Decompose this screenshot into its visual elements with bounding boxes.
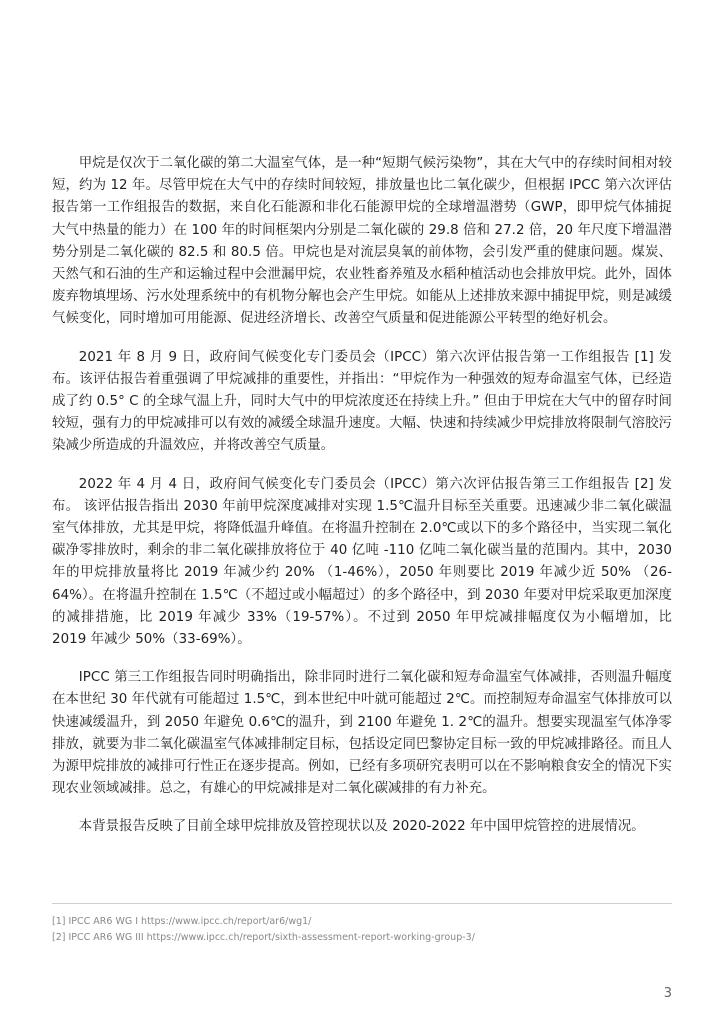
footnotes xyxy=(52,914,672,945)
paragraph-ipcc-wg1: 2021 年 8 月 9 日，政府间气候变化专门委员会（IPCC）第六次评估报告第一工作组报告 [1] 发布。该评估报告着重强调了甲烷减排的重要性，并指出：“甲烷作为一种强效的短寿命温室气体，已经造成了约 0.5° C 的全球气温上升，同时大气中的甲烷浓度还在持续上升。” 但由于甲烷在大气中的留存时间较短，强有力的甲烷减排可以有效的减缓全球温升速度。大幅、快速和持续减少甲烷排放将限制气溶胶污染减少所造成的升温效应，并将改善空气质量。 xyxy=(52,349,672,454)
paragraph-ipcc-wg3-conclusion: IPCC 第三工作组报告同时明确指出，除非同时进行二氧化碳和短寿命温室气体减排，否则温升幅度在本世纪 30 年代就有可能超过 1.5℃，到本世纪中叶就可能超过 2℃。而控制短寿命温室气体排放可以快速减缓温升，到 2050 年避免 0.6℃的温升，到 2100 年避免 1. 2℃的温升。想要实现温室气体净零排放，就要为非二氧化碳温室气体减排制定目标，包括设定同巴黎协定目标一致的甲烷减排路径。而且人为源甲烷排放的减排可行性正在逐步提高。例如，已经有多项研究表明可以在不影响粮食安全的情况下实现农业领域减排。总之，有雄心的甲烷减排是对二氧化碳减排的有力补充。 xyxy=(52,670,672,797)
footnote-1: [1] IPCC AR6 WG I https://www.ipcc.ch/report/ar6/wg1/ xyxy=(52,916,312,927)
paragraph-report-scope: 本背景报告反映了目前全球甲烷排放及管控现状以及 2020-2022 年中国甲烷管控的进展情况。 xyxy=(78,819,645,835)
body-text xyxy=(52,153,672,855)
footnote-divider xyxy=(52,903,672,904)
footnote-2: [2] IPCC AR6 WG III https://www.ipcc.ch/report/sixth-assessment-report-working-group-3/ xyxy=(52,931,475,943)
page-number: 3 xyxy=(663,986,672,1001)
paragraph-methane-intro: 甲烷是仅次于二氧化碳的第二大温室气体，是一种“短期气候污染物”，其在大气中的存续时间相对较短，约为 12 年。尽管甲烷在大气中的存续时间较短，排放量也比二氧化碳少，但根据 IPCC 第六次评估报告第一工作组报告的数据，来自化石能源和非化石能源甲烷的全球增温潜势（GWP，即甲烷气体捕捉大气中热量的能力）在 100 年的时间框架内分别是二氧化碳的 29.8 倍和 27.2 倍，20 年尺度下增温潜势分别是二氧化碳的 82.5 和 80.5 倍。甲烷也是对流层臭氧的前体物，会引发严重的健康问题。煤炭、天然气和石油的生产和运输过程中会泄漏甲烷，农业牲畜养殖及水稻种植活动也会排放甲烷。此外，固体废弃物填埋场、污水处理系统中的有机物分解也会产生甲烷。如能从上述排放来源中捕捉甲烷，则是减缓气候变化，同时增加可用能源、促进经济增长、改善空气质量和促进能源公平转型的绝好机会。 xyxy=(52,156,672,327)
paragraph-ipcc-wg3: 2022 年 4 月 4 日，政府间气候变化专门委员会（IPCC）第六次评估报告第三工作组报告 [2] 发布。 该评估报告指出 2030 年前甲烷深度减排对实现 1.5℃温升目标至关重要。迅速减少非二氧化碳温室气体排放，尤其是甲烷，将降低温升峰值。在将温升控制在 2.0℃或以下的多个路径中，当实现二氧化碳净零排放时，剩余的非二氧化碳排放将位于 40 亿吨 -110 亿吨二氧化碳当量的范围内。其中，2030 年的甲烷排放量将比 2019 年减少约 20% （1-46%），2050 年则要比 2019 年减少近 50% （26-64%）。在将温升控制在 1.5℃（不超过或小幅超过）的多个路径中，到 2030 年要对甲烷采取更加深度的减排措施，比 2019 年减少 33%（19-57%）。不过到 2050 年甲烷减排幅度仅为小幅增加，比 2019 年减少 50%（33-69%）。 xyxy=(52,476,672,648)
